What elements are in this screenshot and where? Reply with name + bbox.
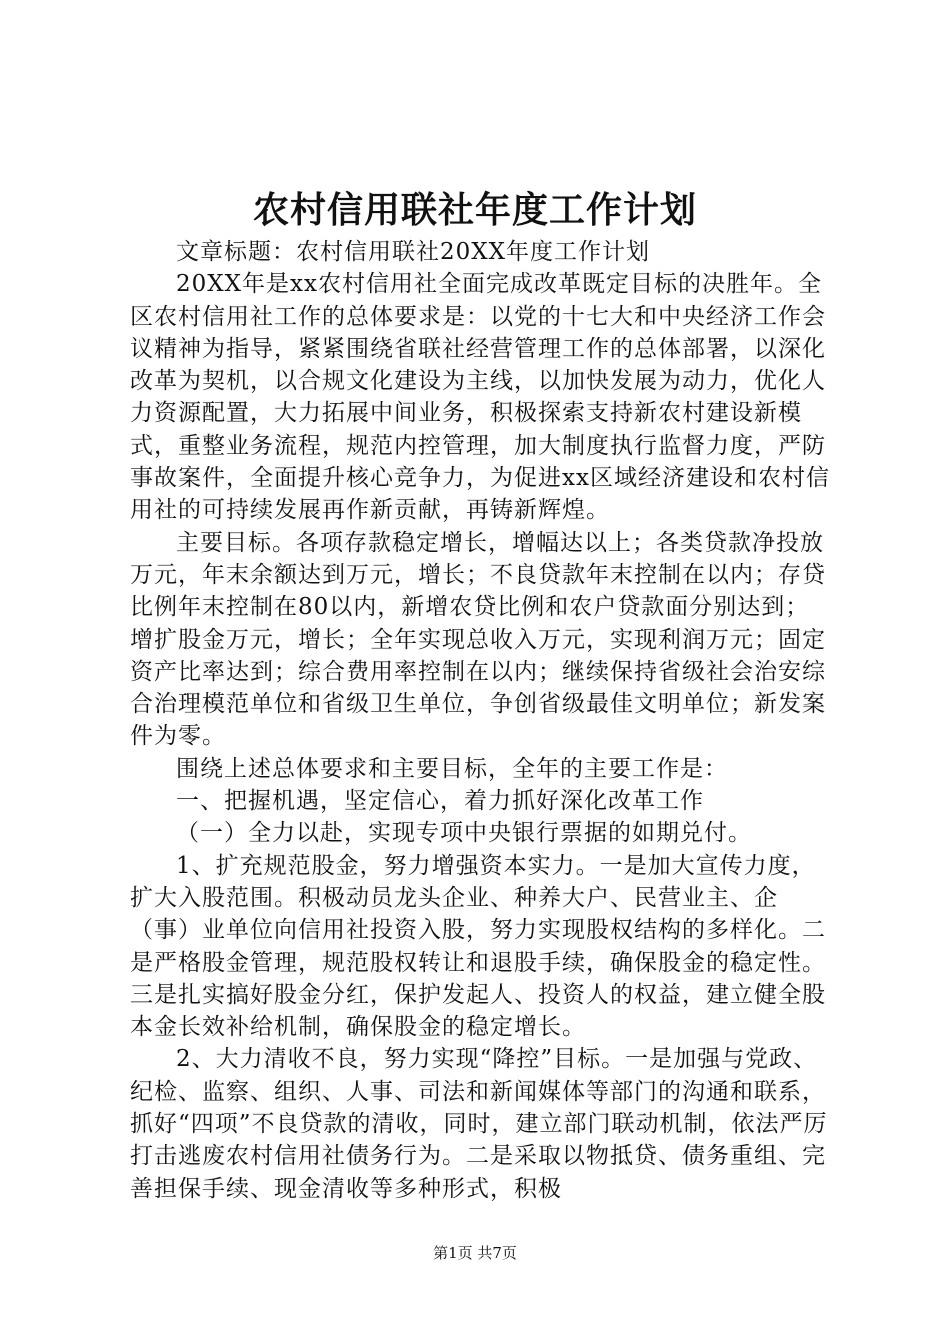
paragraph-main-goals: 主要目标。各项存款稳定增长，增幅达以上；各类贷款净投放万元，年末余额达到万元，增长；不良贷款年末控制在以内；存贷比例年末控制在80以内，新增农贷比例和农户贷款面分别达到；增扩股金万元，增长；全年实现总收入万元，实现利润万元；固定资产比率达到；综合费用率控制在以内；继续保持省级社会治安综合治理模范单位和省级卫生单位，争创省级最佳文明单位；新发案件为零。 xyxy=(130,529,826,750)
paragraph-overall-requirements: 20XX年是xx农村信用社全面完成改革既定目标的决胜年。全区农村信用社工作的总体要求是：以党的十七大和中央经济工作会议精神为指导，紧紧围绕省联社经营管理工作的总体部署，以深化改革为契机，以合规文化建设为主线，以加快发展为动力，优化人力资源配置，大力拓展中间业务，积极探索支持新农村建设新模式，重整业务流程，规范内控管理，加大制度执行监督力度，严防事故案件，全面提升核心竞争力，为促进xx区域经济建设和农村信用社的可持续发展再作新贡献，再铸新辉煌。 xyxy=(130,271,830,524)
page-footer: 第1页 共7页 xyxy=(433,1244,517,1262)
paragraph-item-1: 1、扩充规范股金，努力增强资本实力。一是加大宣传力度，扩大入股范围。积极动员龙头企业、种养大户、民营业主、企（事）业单位向信用社投资入股，努力实现股权结构的多样化。二是严格股金管理，规范股权转让和退股手续，确保股金的稳定性。三是扎实搞好股金分红，保护发起人、投资人的权益，建立健全股本金长效补给机制，确保股金的稳定增长。 xyxy=(130,852,826,1041)
paragraph-item-2: 2、大力清收不良，努力实现“降控”目标。一是加强与党政、纪检、监察、组织、人事、司法和新闻媒体等部门的沟通和联系，抓好“四项”不良贷款的清收，同时，建立部门联动机制，依法严厉打击逃废农村信用社债务行为。二是采取以物抵贷、债务重组、完善担保手续、现金清收等多种形式，积极 xyxy=(130,1046,828,1202)
section-heading-1: 一、把握机遇，坚定信心，着力抓好深化改革工作 xyxy=(176,788,704,815)
document-body xyxy=(130,236,830,1205)
subsection-heading-1: （一）全力以赴，实现专项中央银行票据的如期兑付。 xyxy=(176,820,752,847)
document-title: 农村信用联社年度工作计划 xyxy=(252,189,697,231)
paragraph-article-title: 文章标题：农村信用联社20XX年度工作计划 xyxy=(176,239,651,265)
paragraph-main-work-intro: 围绕上述总体要求和主要目标，全年的主要工作是： xyxy=(176,755,728,782)
